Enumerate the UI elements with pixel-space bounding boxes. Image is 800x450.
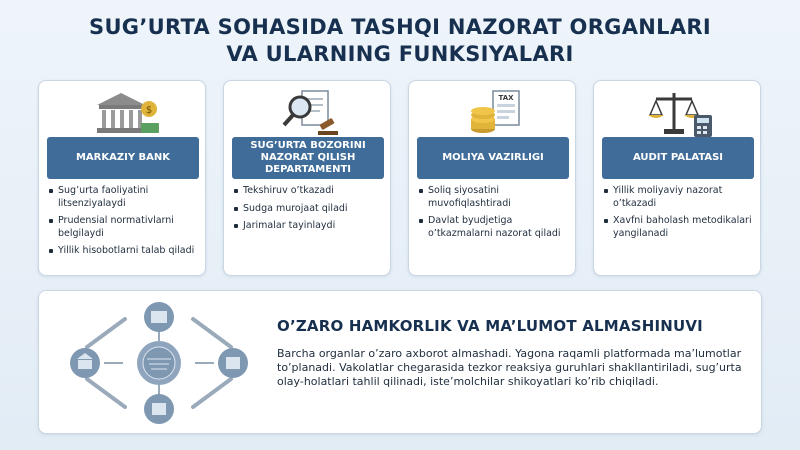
cooperation-heading: O’ZARO HAMKORLIK VA MA’LUMOT ALMASHINUVI <box>277 317 703 335</box>
list-item: Yillik moliyaviy nazorat o’tkazadi <box>604 185 756 210</box>
card-item-list <box>49 185 201 263</box>
list-item: Tekshiruv o’tkazadi <box>234 185 386 198</box>
network-diagram-icon <box>59 297 259 429</box>
list-item: Jarimalar tayinlaydi <box>234 220 386 233</box>
card-moliya-vazirligi <box>408 80 576 276</box>
card-item-list <box>604 185 756 245</box>
title-line-1: SUG’URTA SOHASIDA TASHQI NAZORAT ORGANLARI <box>89 15 711 39</box>
card-label: AUDIT PALATASI <box>602 137 754 179</box>
inspection-icon <box>268 85 348 139</box>
list-item: Davlat byudjetiga o’tkazmalarni nazorat qiladi <box>419 215 571 240</box>
bank-icon <box>83 85 163 139</box>
list-item: Sudga murojaat qiladi <box>234 203 386 216</box>
tax-coins-icon <box>453 85 533 139</box>
scales-calculator-icon <box>638 85 718 139</box>
cooperation-text: Barcha organlar o’zaro axborot almashadi. Yagona raqamli platformada ma’lumotlar to’planadi. Vakolatlar chegarasida tezkor reaksiya guruhlari shakllantiriladi, sug’urta olay-holatlari tahlil qilinadi, iste’molchilar shikoyatlari ko’rib chiqiladi. <box>277 347 742 388</box>
card-label: MOLIYA VAZIRLIGI <box>417 137 569 179</box>
cooperation-panel <box>38 290 762 434</box>
card-item-list <box>419 185 571 245</box>
list-item: Yillik hisobotlarni talab qiladi <box>49 245 201 258</box>
list-item: Prudensial normativlarni belgilaydi <box>49 215 201 240</box>
card-label: MARKAZIY BANK <box>47 137 199 179</box>
svg-text:TAX: TAX <box>498 94 514 102</box>
card-markaziy-bank <box>38 80 206 276</box>
card-item-list <box>234 185 386 238</box>
card-nazorat-departamenti <box>223 80 391 276</box>
card-audit-palatasi <box>593 80 761 276</box>
list-item: Sug’urta faoliyatini litsenziyalaydi <box>49 185 201 210</box>
card-label: SUG’URTA BOZORINI NAZORAT QILISH DEPARTAMENTI <box>232 137 384 179</box>
svg-text:$: $ <box>145 105 153 116</box>
title-line-2: VA ULARNING FUNKSIYALARI <box>226 42 574 66</box>
page-title <box>0 14 800 68</box>
list-item: Xavfni baholash metodikalari yangilanadi <box>604 215 756 240</box>
list-item: Soliq siyosatini muvofiqlashtiradi <box>419 185 571 210</box>
